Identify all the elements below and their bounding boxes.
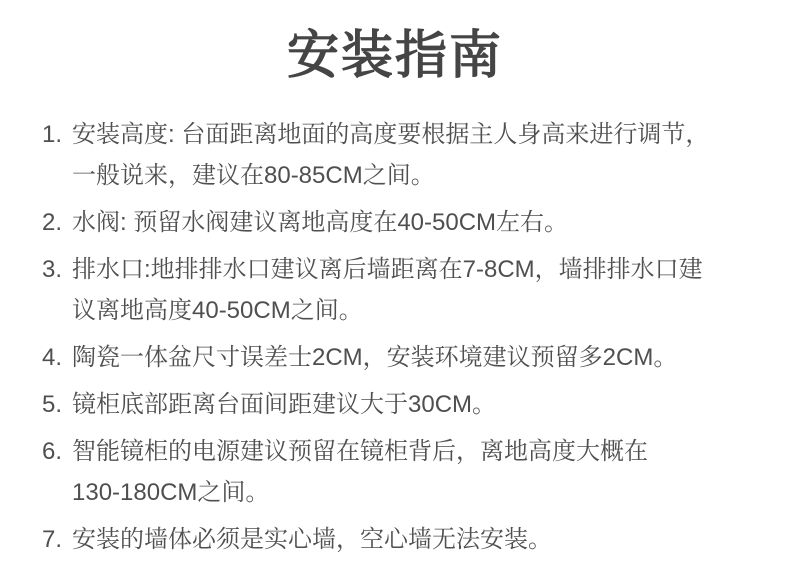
item-number: 6. <box>42 438 63 465</box>
item-line: 一般说来，建议在80-85CM之间。 <box>72 162 435 189</box>
item-line: 130-180CM之间。 <box>72 479 270 506</box>
item-number: 4. <box>42 344 63 371</box>
item-line: 陶瓷一体盆尺寸误差士2CM，安装环境建议预留多2CM。 <box>72 344 678 371</box>
item-number: 3. <box>42 256 63 283</box>
list-item <box>42 249 750 331</box>
list-item <box>42 114 750 196</box>
item-text <box>72 114 750 196</box>
item-line: 智能镜柜的电源建议预留在镜柜背后，离地高度大概在 <box>72 438 648 465</box>
list-item <box>42 337 750 378</box>
item-text <box>72 384 750 425</box>
item-text <box>72 249 750 331</box>
item-line: 议离地高度40-50CM之间。 <box>72 297 363 324</box>
item-line: 水阀: 预留水阀建议离地高度在40-50CM左右。 <box>72 209 569 236</box>
list-item <box>42 202 750 243</box>
item-number: 2. <box>42 209 63 236</box>
item-text <box>72 519 750 560</box>
item-line: 排水口:地排排水口建议离后墙距离在7-8CM，墙排排水口建 <box>72 256 703 283</box>
guide-list <box>0 90 790 560</box>
item-text <box>72 431 750 513</box>
item-line: 安装的墙体必须是实心墙，空心墙无法安装。 <box>72 526 552 553</box>
item-line: 安装高度: 台面距离地面的高度要根据主人身高来进行调节， <box>72 121 710 148</box>
item-number: 1. <box>42 121 63 148</box>
item-text <box>72 337 750 378</box>
page-title: 安装指南 <box>286 27 503 85</box>
item-line: 镜柜底部距离台面间距建议大于30CM。 <box>72 391 497 418</box>
item-text <box>72 202 750 243</box>
item-number: 5. <box>42 391 63 418</box>
item-number: 7. <box>42 526 63 553</box>
list-item <box>42 431 750 513</box>
list-item <box>42 519 750 560</box>
list-item <box>42 384 750 425</box>
